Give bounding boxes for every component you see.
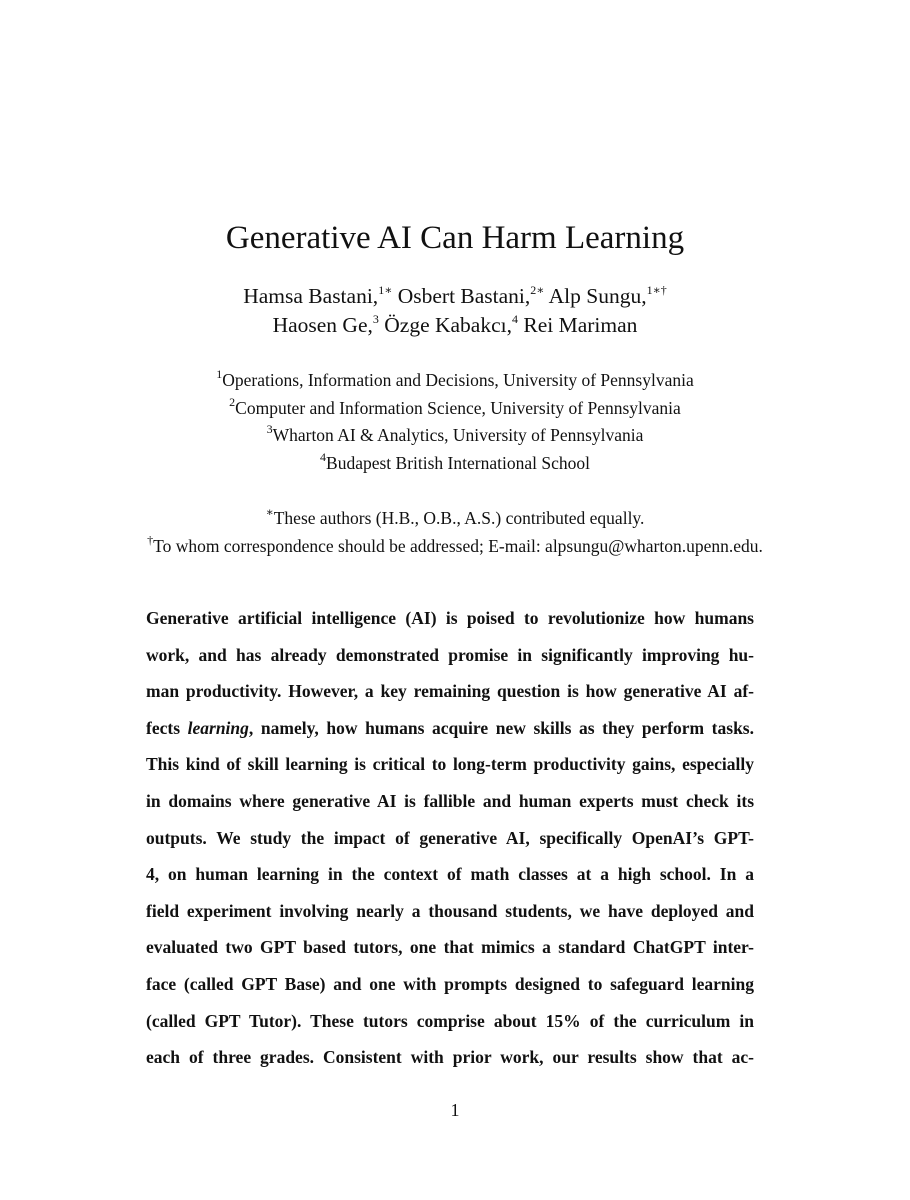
equal-contribution-note bbox=[0, 505, 910, 533]
correspondence-note bbox=[0, 533, 910, 561]
author-list bbox=[0, 282, 910, 340]
abstract-text: fects bbox=[146, 717, 188, 738]
abstract-line: man productivity. However, a key remaining question is how generative AI af- bbox=[146, 681, 754, 702]
affiliation-item bbox=[0, 422, 910, 450]
affiliation-text: Operations, Information and Decisions, University of Pennsylvania bbox=[222, 370, 694, 390]
note-mark: † bbox=[147, 532, 154, 547]
abstract bbox=[146, 600, 754, 1076]
affiliation-mark: 1 bbox=[216, 367, 223, 382]
author-name: Özge Kabakcı, bbox=[384, 313, 512, 337]
abstract-line: outputs. We study the impact of generative AI, specifically OpenAI’s GPT- bbox=[146, 827, 754, 848]
note-text: To whom correspondence should be addressed; E-mail: alpsungu@wharton.upenn.edu. bbox=[153, 535, 763, 556]
abstract-line bbox=[146, 710, 754, 747]
author-line-2 bbox=[0, 311, 910, 340]
abstract-line: work, and has already demonstrated promise in significantly improving hu- bbox=[146, 644, 754, 665]
affiliation-mark: 3 bbox=[266, 422, 273, 437]
author-name: Rei Mariman bbox=[523, 313, 638, 337]
note-text: These authors (H.B., O.B., A.S.) contributed equally. bbox=[273, 508, 645, 528]
abstract-line: face (called GPT Base) and one with prompts designed to safeguard learning bbox=[146, 973, 754, 994]
abstract-line: evaluated two GPT based tutors, one that mimics a standard ChatGPT inter- bbox=[146, 937, 754, 958]
author-affiliation-mark: 2∗ bbox=[530, 282, 545, 297]
affiliation-text: Computer and Information Science, University of Pennsylvania bbox=[235, 397, 681, 418]
affiliation-text: Wharton AI & Analytics, University of Pennsylvania bbox=[272, 425, 644, 445]
author-affiliation-mark: 4 bbox=[512, 311, 518, 326]
abstract-line: field experiment involving nearly a thousand students, we have deployed and bbox=[146, 900, 754, 921]
affiliation-mark: 4 bbox=[320, 449, 327, 464]
abstract-text: , namely, how humans acquire new skills as they perform tasks. bbox=[248, 717, 754, 738]
emphasized-term: learning bbox=[187, 717, 249, 738]
affiliation-list bbox=[0, 367, 910, 477]
abstract-line: Generative artificial intelligence (AI) is poised to revolutionize how humans bbox=[146, 608, 754, 628]
author-name: Hamsa Bastani, bbox=[243, 284, 379, 308]
abstract-line: (called GPT Tutor). These tutors comprise about 15% of the curriculum in bbox=[146, 1010, 754, 1031]
affiliation-mark: 2 bbox=[229, 394, 236, 409]
author-name: Alp Sungu, bbox=[548, 284, 647, 308]
affiliation-item bbox=[0, 450, 910, 478]
author-notes bbox=[0, 505, 910, 560]
author-affiliation-mark: 3 bbox=[372, 311, 379, 326]
page-number: 1 bbox=[450, 1100, 460, 1120]
affiliation-item bbox=[0, 395, 910, 423]
affiliation-text: Budapest British International School bbox=[326, 452, 590, 473]
author-name: Osbert Bastani, bbox=[397, 284, 531, 308]
paper-title: Generative AI Can Harm Learning bbox=[225, 220, 685, 256]
affiliation-item bbox=[0, 367, 910, 395]
note-mark: ∗ bbox=[265, 505, 274, 520]
author-affiliation-mark: 1∗† bbox=[646, 282, 667, 297]
abstract-line: 4, on human learning in the context of math classes at a high school. In a bbox=[146, 864, 754, 885]
abstract-line: This kind of skill learning is critical to long-term productivity gains, especially bbox=[146, 754, 754, 775]
author-affiliation-mark: 1∗ bbox=[378, 282, 393, 297]
abstract-line: each of three grades. Consistent with prior work, our results show that ac- bbox=[146, 1047, 754, 1068]
author-name: Haosen Ge, bbox=[272, 313, 373, 337]
author-line-1 bbox=[0, 282, 910, 311]
abstract-line: in domains where generative AI is fallible and human experts must check its bbox=[146, 790, 754, 811]
